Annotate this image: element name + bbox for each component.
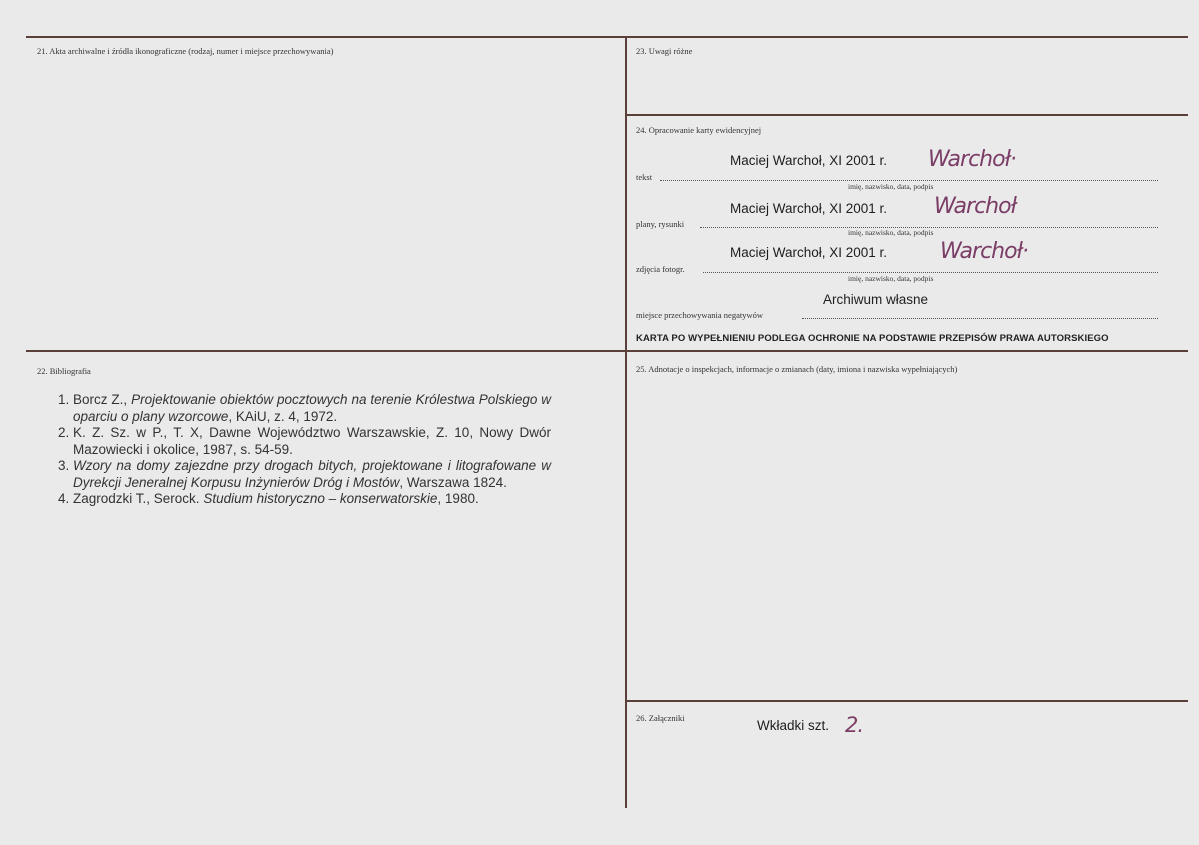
signature-text: Warchoł· bbox=[928, 147, 1016, 172]
signature-photos: Warchoł· bbox=[940, 239, 1028, 264]
signature-plans: Warchoł bbox=[934, 194, 1016, 219]
right-divider-25-26 bbox=[626, 700, 1188, 702]
attachments-value: Wkładki szt. bbox=[757, 718, 830, 733]
photos-row-caption: imię, nazwisko, data, podpis bbox=[848, 274, 934, 283]
plans-row-label: plany, rysunki bbox=[636, 219, 685, 229]
attachments-count: 2. bbox=[845, 713, 864, 737]
plans-author-value: Maciej Warchoł, XI 2001 r. bbox=[730, 201, 888, 216]
copyright-notice: KARTA PO WYPEŁNIENIU PODLEGA OCHRONIE NA PODSTAWIE PRZEPISÓW PRAWA AUTORSKIEGO bbox=[636, 333, 1109, 344]
bibliography-item: 2. K. Z. Sz. w P., T. X, Dawne Województwo Warszawskie, Z. 10, Nowy Dwór Mazowiecki i okolice, 1987, s. 54-59. bbox=[73, 425, 551, 458]
bibliography-list bbox=[45, 392, 551, 508]
negatives-label: miejsce przechowywania negatywów bbox=[636, 310, 763, 320]
top-border bbox=[26, 36, 1188, 38]
section-26-label: 26. Załączniki bbox=[636, 713, 685, 723]
section-21-label: 21. Akta archiwalne i źródła ikonograficzne (rodzaj, numer i miejsce przechowywania) bbox=[37, 46, 334, 56]
plans-row-caption: imię, nazwisko, data, podpis bbox=[848, 228, 934, 237]
section-22-label: 22. Bibliografia bbox=[37, 366, 91, 376]
section-24-label: 24. Opracowanie karty ewidencyjnej bbox=[636, 125, 762, 135]
section-25-label: 25. Adnotacje o inspekcjach, informacje o zmianach (daty, imiona i nazwiska wypełniających) bbox=[636, 364, 958, 374]
negatives-value: Archiwum własne bbox=[823, 292, 929, 307]
right-divider-23-24 bbox=[626, 114, 1188, 116]
text-row-label: tekst bbox=[636, 172, 653, 182]
bibliography-item: 1. Borcz Z., Projektowanie obiektów pocztowych na terenie Królestwa Polskiego w oparciu o plany wzorcowe, KAiU, z. 4, 1972. bbox=[73, 392, 551, 425]
photos-author-value: Maciej Warchoł, XI 2001 r. bbox=[730, 245, 888, 260]
bibliography-item: 4. Zagrodzki T., Serock. Studium historyczno – konserwatorskie, 1980. bbox=[73, 491, 551, 508]
middle-divider bbox=[26, 350, 1188, 352]
negatives-line bbox=[802, 318, 1158, 319]
section-23-label: 23. Uwagi różne bbox=[636, 46, 693, 56]
photos-row-label: zdjęcia fotogr. bbox=[636, 264, 685, 274]
text-row-caption: imię, nazwisko, data, podpis bbox=[848, 182, 934, 191]
bibliography-item: 3. Wzory na domy zajezdne przy drogach bitych, projektowane i litografowane w Dyrekcji Jeneralnej Korpusu Inżynierów Dróg i Mostów, Warszawa 1824. bbox=[73, 458, 551, 491]
text-author-value: Maciej Warchoł, XI 2001 r. bbox=[730, 153, 888, 168]
photos-row-line bbox=[703, 272, 1158, 273]
center-divider bbox=[625, 36, 627, 808]
text-row-line bbox=[660, 180, 1158, 181]
